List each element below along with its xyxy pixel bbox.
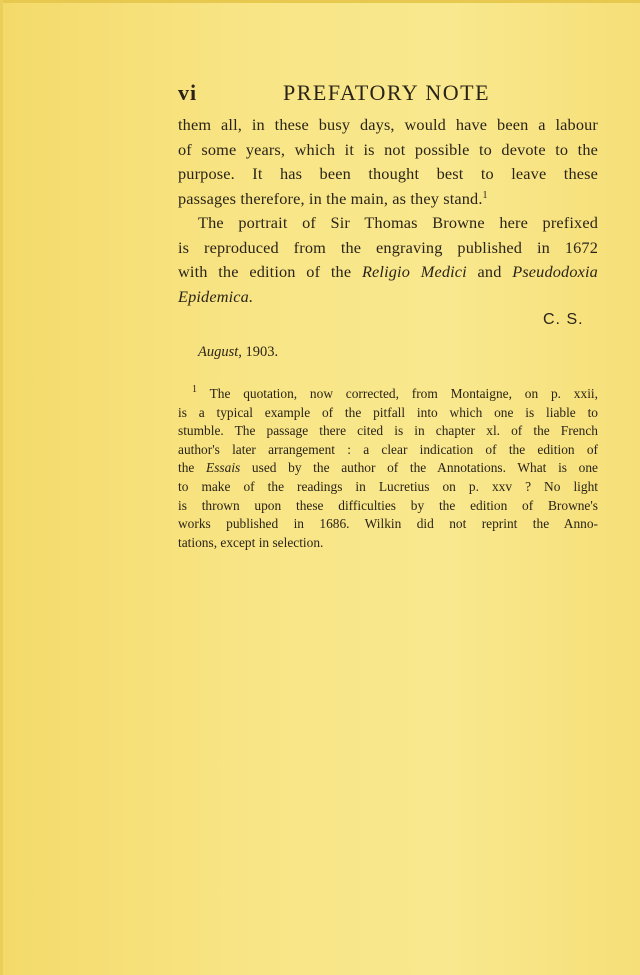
footnote-line: is a typical example of the pitfall into which one is liable to	[178, 404, 598, 420]
footnote-line: to make of the readings in Lucretius on p. xxv ? No light	[178, 478, 598, 494]
page-top-edge	[0, 0, 640, 3]
book-title: Essais	[206, 460, 241, 476]
date-year: 1903.	[241, 344, 279, 360]
text-line: is reproduced from the engraving published in 1672	[178, 237, 598, 257]
text-segment: The quotation, now corrected, from Montaigne, on p. xxii,	[197, 386, 598, 401]
footnote-line: tations, except in selection.	[178, 534, 324, 550]
footnote-line: stumble. The passage there cited is in chapter xl. of the French	[178, 423, 598, 439]
page-number: vi	[178, 80, 198, 105]
footnote-line	[178, 385, 598, 404]
text-line: them all, in these busy days, would have been a labour	[178, 115, 598, 134]
date-line	[198, 344, 278, 361]
text-line	[178, 187, 598, 212]
text-line: of some years, which it is not possible to devote to the	[178, 139, 598, 159]
date-month: August,	[198, 344, 242, 360]
text-segment: used by the author of the Annotations. What is one	[240, 460, 598, 476]
text-segment: passages therefore, in the main, as they stand.	[178, 188, 483, 208]
footnote-line: works published in 1686. Wilkin did not reprint the Anno-	[178, 516, 598, 532]
running-head: PREFATORY NOTE	[283, 80, 491, 105]
body-paragraph	[178, 113, 598, 309]
text-segment: and	[466, 262, 513, 281]
page-left-edge	[0, 0, 3, 975]
footnote-ref: 1	[482, 189, 488, 201]
footnote-line: is thrown upon these difficulties by the edition of Browne's	[178, 497, 598, 513]
text-line	[178, 260, 598, 285]
footnote-line: author's later arrangement : a clear indication of the edition of	[178, 441, 598, 457]
book-title: Pseudodoxia	[512, 262, 598, 281]
text-line: purpose. It has been thought best to leave these	[178, 164, 598, 183]
page-header	[178, 80, 598, 110]
text-segment: the	[178, 460, 207, 476]
text-segment: with the edition of the	[178, 262, 362, 281]
footnote-line	[178, 459, 598, 478]
book-title: Epidemica.	[178, 286, 254, 306]
author-initials: C. S.	[543, 311, 584, 328]
text-line: The portrait of Sir Thomas Browne here prefixed	[198, 213, 598, 232]
footnote-marker: 1	[192, 384, 197, 395]
book-title: Religio Medici	[361, 262, 467, 281]
footnote	[178, 385, 598, 552]
